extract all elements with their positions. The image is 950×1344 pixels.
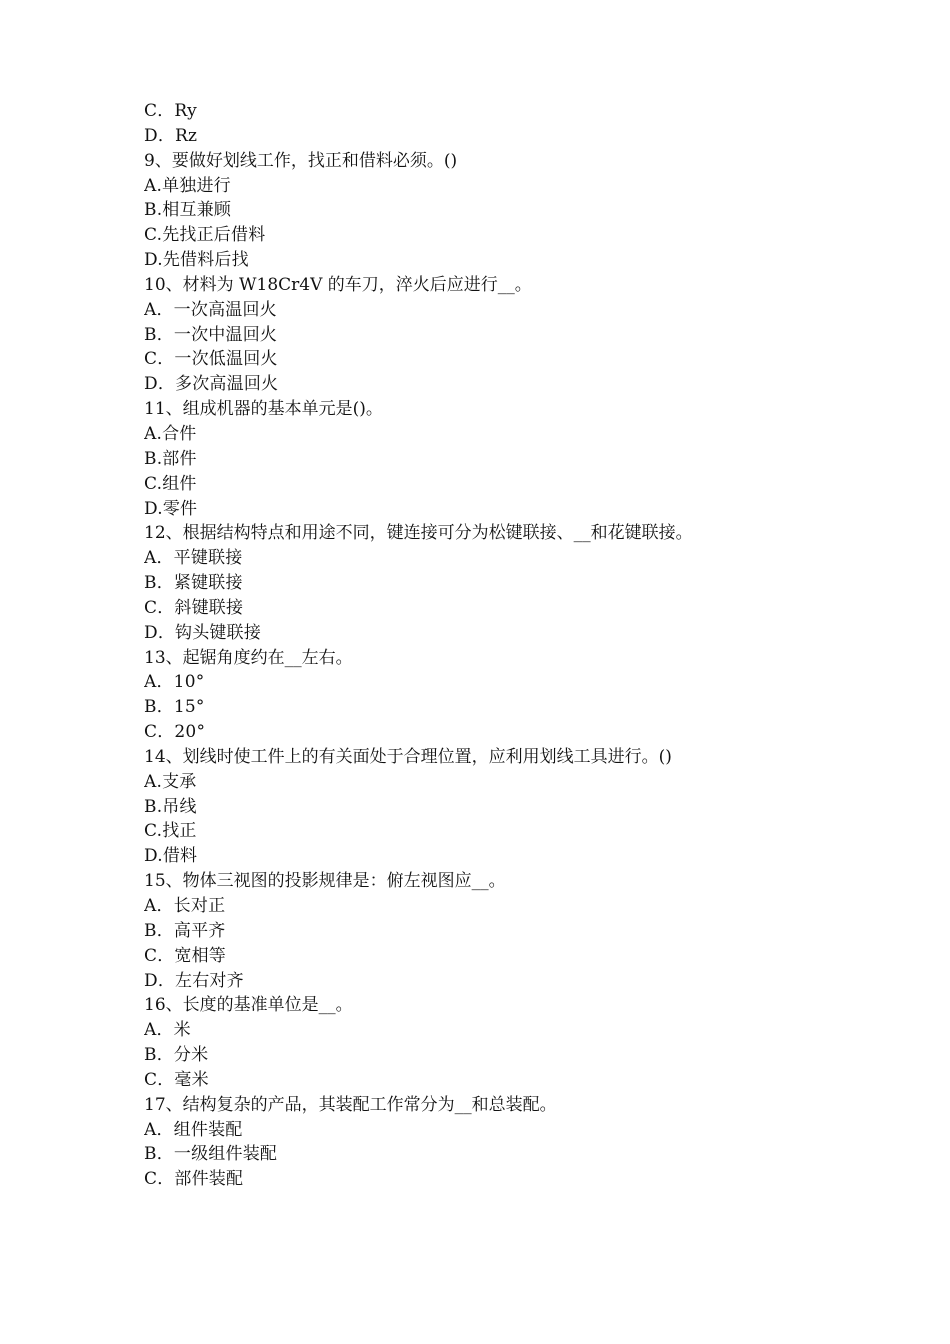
answer-option: D.先借料后找 xyxy=(144,250,249,271)
question-text: 13、起锯角度约在__左右。 xyxy=(144,647,353,668)
question-text: 14、划线时使工件上的有关面处于合理位置，应利用划线工具进行。() xyxy=(144,746,672,767)
answer-option: C.找正 xyxy=(144,821,197,842)
answer-option: B．分米 xyxy=(144,1045,209,1066)
question-text: 17、结构复杂的产品，其装配工作常分为__和总装配。 xyxy=(144,1094,557,1115)
answer-option: B.相互兼顾 xyxy=(144,200,232,221)
answer-option: A.合件 xyxy=(144,423,197,444)
answer-option: C．毫米 xyxy=(144,1069,209,1090)
answer-option: B．紧键联接 xyxy=(144,573,243,594)
answer-option: D.借料 xyxy=(144,846,198,867)
answer-option: C．20° xyxy=(144,722,206,743)
answer-option: C．斜键联接 xyxy=(144,597,244,618)
answer-option: C．宽相等 xyxy=(144,945,227,966)
answer-option: A．平键联接 xyxy=(144,548,243,569)
answer-option: D．多次高温回火 xyxy=(144,374,279,395)
answer-option: A．米 xyxy=(144,1020,191,1041)
question-text: 12、根据结构特点和用途不同，键连接可分为松键联接、__和花键联接。 xyxy=(144,523,693,544)
answer-option: D.零件 xyxy=(144,498,198,519)
answer-option: A．一次高温回火 xyxy=(144,299,277,320)
answer-option: A．长对正 xyxy=(144,896,226,916)
answer-option: A．10° xyxy=(144,672,205,693)
answer-option: B.吊线 xyxy=(144,796,197,817)
answer-option: C.组件 xyxy=(144,473,197,494)
answer-option: C．Ry xyxy=(144,101,197,121)
answer-option: A.支承 xyxy=(144,771,197,792)
answer-option: C．一次低温回火 xyxy=(144,349,278,370)
question-text: 11、组成机器的基本单元是()。 xyxy=(144,399,383,420)
answer-option: C.先找正后借料 xyxy=(144,225,266,246)
question-text: 10、材料为 W18Cr4V 的车刀，淬火后应进行__。 xyxy=(144,274,532,295)
question-text: 16、长度的基准单位是__。 xyxy=(144,995,353,1016)
answer-option: A．组件装配 xyxy=(144,1119,243,1140)
answer-option: B．高平齐 xyxy=(144,920,226,941)
answer-option: A.单独进行 xyxy=(144,175,231,196)
answer-option: B．一级组件装配 xyxy=(144,1144,278,1165)
question-text: 9、要做好划线工作，找正和借料必须。() xyxy=(144,150,458,171)
answer-option: B．一次中温回火 xyxy=(144,324,278,345)
answer-option: B．15° xyxy=(144,697,205,718)
question-text: 15、物体三视图的投影规律是：俯左视图应__。 xyxy=(144,871,506,892)
answer-option: B.部件 xyxy=(144,448,197,469)
answer-option: D．钩头键联接 xyxy=(144,622,262,643)
answer-option: D．Rz xyxy=(144,125,198,146)
question-list xyxy=(144,99,844,1192)
answer-option: D．左右对齐 xyxy=(144,970,244,991)
answer-option: C．部件装配 xyxy=(144,1169,244,1190)
